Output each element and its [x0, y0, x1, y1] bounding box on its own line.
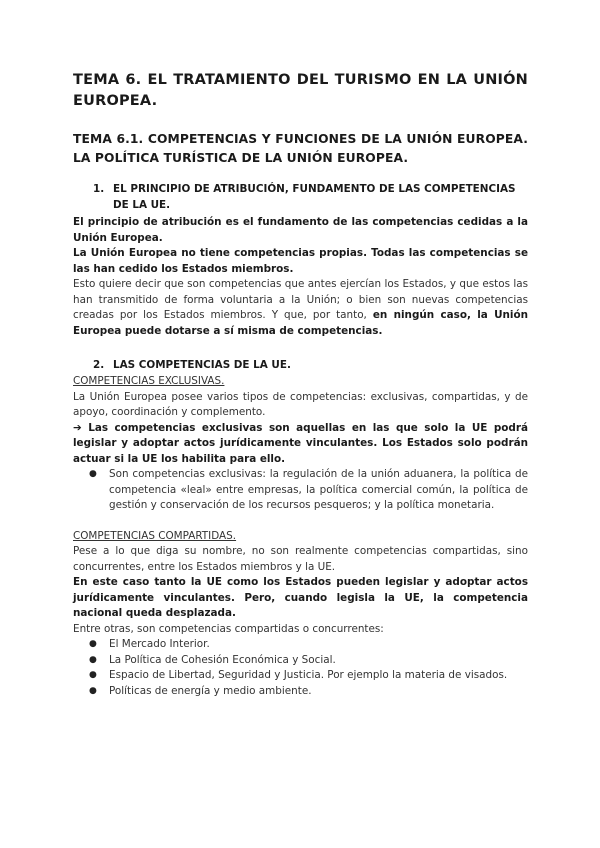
- shared-list: [73, 637, 528, 699]
- section-2-heading: [93, 357, 528, 373]
- section-1-heading: [93, 181, 528, 213]
- list-item-text: Espacio de Libertad, Seguridad y Justicia. Por ejemplo la materia de visados.: [109, 669, 508, 681]
- section-subtitle: TEMA 6.1. COMPETENCIAS Y FUNCIONES DE LA UNIÓN EUROPEA. LA POLÍTICA TURÍSTICA DE LA UNIÓN EUROPEA.: [73, 132, 528, 165]
- section-2-heading-text: LAS COMPETENCIAS DE LA UE.: [113, 359, 291, 371]
- section-1: [73, 181, 528, 339]
- bullet-icon: ●: [89, 654, 97, 665]
- exclusive-list: [73, 467, 528, 514]
- exclusive-intro: La Unión Europea posee varios tipos de competencias: exclusivas, compartidas, y de apoyo, coordinación y complemento.: [73, 390, 528, 418]
- explanation-text: Esto quiere decir que son competencias que antes ejercían los Estados, y que estos las han transmitido de forma voluntaria a la Unión; o bien son nuevas competencias creadas por los Estados miembros. Y que, por tanto,: [73, 278, 528, 321]
- section-1-heading-text: EL PRINCIPIO DE ATRIBUCIÓN, FUNDAMENTO DE LAS COMPETENCIAS DE LA UE.: [113, 183, 516, 211]
- bullet-icon: ●: [89, 469, 97, 479]
- list-item-text: La Política de Cohesión Económica y Social.: [109, 653, 336, 666]
- list-item: [89, 653, 528, 669]
- list-item: [89, 684, 528, 700]
- page-title: TEMA 6. EL TRATAMIENTO DEL TURISMO EN LA UNIÓN EUROPEA.: [73, 72, 528, 109]
- bullet-icon: ●: [89, 670, 97, 680]
- list-item: [89, 668, 528, 684]
- list-item-text: Políticas de energía y medio ambiente.: [109, 684, 312, 697]
- shared-intro: Pese a lo que diga su nombre, no son realmente competencias compartidas, sino concurrentes, entre los Estados miembros y la UE.: [73, 545, 528, 573]
- explanation-emphasis: en ningún caso, la Unión Europea puede dotarse a sí misma de competencias.: [73, 309, 529, 337]
- list-item-text: El Mercado Interior.: [109, 638, 210, 650]
- exclusive-competences-label: COMPETENCIAS EXCLUSIVAS.: [73, 375, 225, 387]
- list-item: [89, 467, 528, 514]
- shared-list-intro: Entre otras, son competencias compartidas o concurrentes:: [73, 622, 384, 635]
- section-2: [73, 357, 528, 699]
- exclusive-definition-text: Las competencias exclusivas son aquellas en las que solo la UE podrá legislar y adoptar actos jurídicamente vinculantes. Los Estados solo podrán actuar si la UE los habilita para ello.: [73, 421, 529, 465]
- shared-definition: En este caso tanto la UE como los Estados pueden legislar y adoptar actos jurídicamente vinculantes. Pero, cuando legisla la UE, la competencia nacional queda desplazada.: [73, 576, 528, 619]
- bullet-icon: ●: [89, 685, 97, 696]
- section-1-number: 1.: [93, 183, 105, 195]
- no-own-competences-statement: La Unión Europea no tiene competencias propias. Todas las competencias se las han cedido los Estados miembros.: [73, 247, 528, 275]
- arrow-icon: ➔: [73, 421, 82, 434]
- exclusive-definition: [73, 421, 528, 468]
- explanation-paragraph: [73, 277, 528, 339]
- list-item: [89, 637, 528, 653]
- section-2-number: 2.: [93, 359, 105, 371]
- shared-competences-label: COMPETENCIAS COMPARTIDAS.: [73, 529, 237, 542]
- bullet-icon: ●: [89, 639, 97, 649]
- principle-statement: El principio de atribución es el fundamento de las competencias cedidas a la Unión Europea.: [73, 216, 528, 244]
- list-item-text: Son competencias exclusivas: la regulación de la unión aduanera, la política de competencia «leal» entre empresas, la política comercial común, la política de gestión y conservación de los recursos pesqueros; y la política monetaria.: [109, 468, 528, 511]
